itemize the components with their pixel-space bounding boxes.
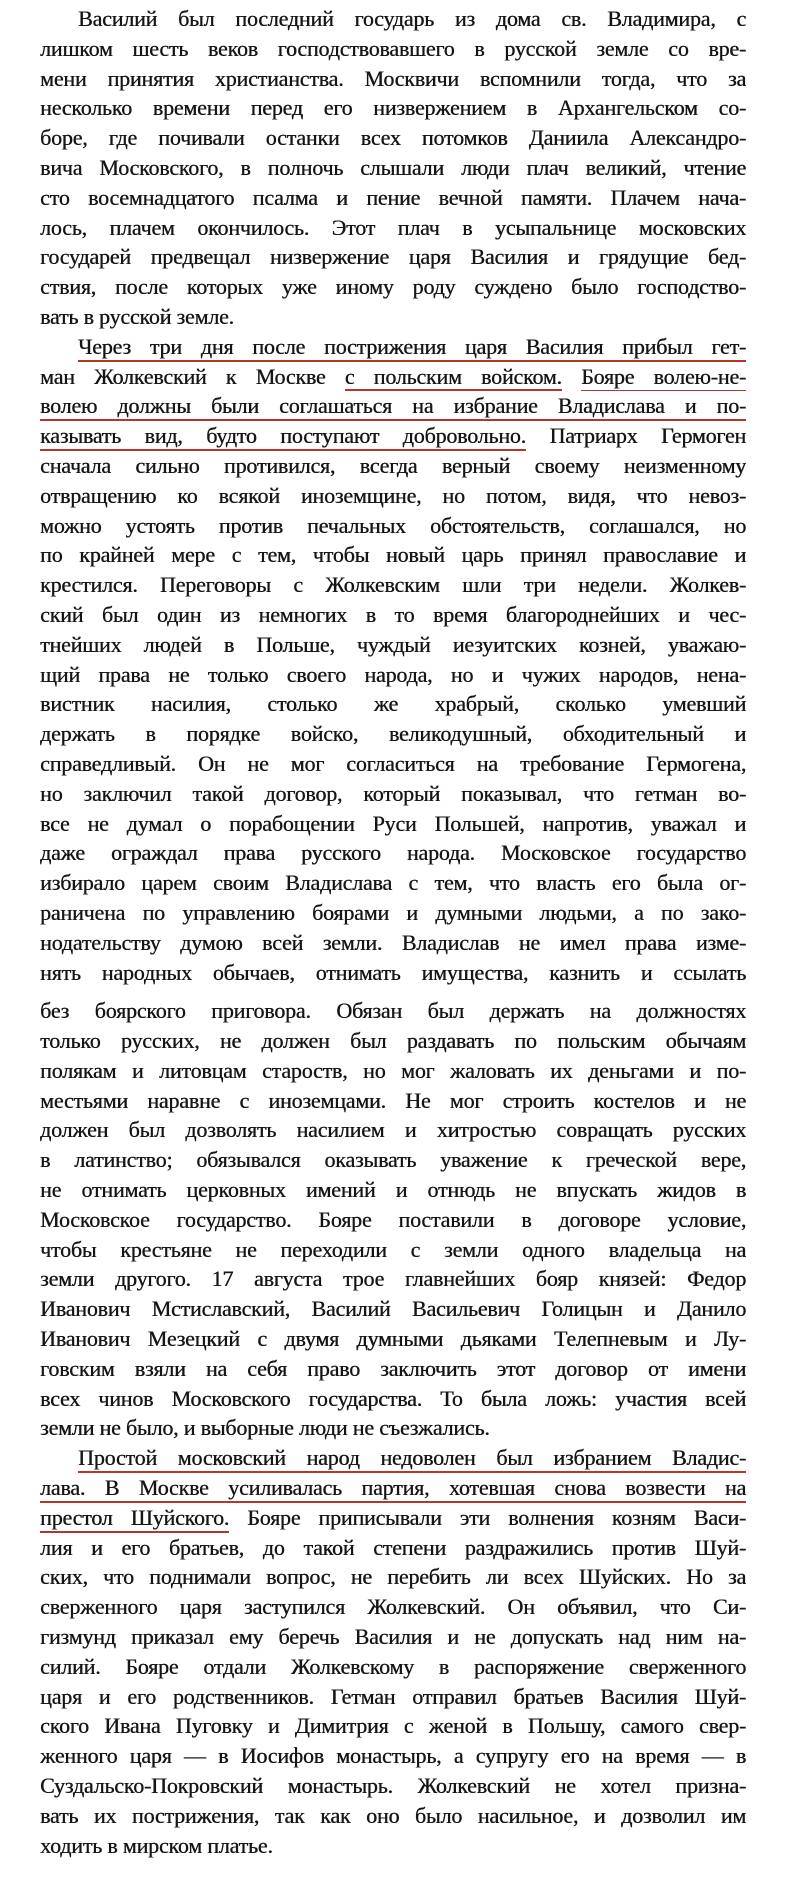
text-line — [40, 1473, 746, 1503]
text-line — [40, 1503, 746, 1533]
text-segment: государей предвещал низвержение царя Василия и грядущие бед- — [40, 244, 746, 270]
text-line — [40, 898, 746, 928]
text-line — [40, 421, 746, 451]
text-segment: Бояре приписывали эти волнения козням Васи- — [229, 1504, 746, 1530]
text-segment: не отнимать церковных имений и отнюдь не впускать жидов в — [40, 1177, 746, 1203]
text-line — [40, 272, 746, 302]
text-line — [40, 958, 746, 988]
text-line — [40, 1264, 746, 1294]
text-line — [40, 362, 746, 392]
text-segment: нодательству думою всей земли. Владислав не имел права изме- — [40, 929, 746, 955]
text-line — [40, 1682, 746, 1712]
text-line — [40, 570, 746, 600]
text-line — [40, 93, 746, 123]
text-line — [40, 1235, 746, 1265]
text-line — [40, 1711, 746, 1741]
text-segment: нять народных обычаев, отнимать имущества, казнить и ссылать — [40, 959, 746, 985]
text-segment: отвращению ко всякой иноземщине, но потом, видя, что невоз- — [40, 482, 746, 508]
text-line — [40, 213, 746, 243]
text-line — [40, 719, 746, 749]
text-segment: Василий был последний государь из дома св. Владимира, с — [78, 6, 746, 31]
text-line — [40, 1115, 746, 1145]
text-segment: вать в русской земле. — [40, 303, 234, 329]
red-underline-single: престол Шуйского. — [40, 1505, 229, 1533]
red-underline-single: Простой московский народ недоволен был избранием Владис- — [78, 1445, 746, 1473]
text-line — [40, 153, 746, 183]
text-segment: справедливый. Он не мог согласиться на требование Гермогена, — [40, 750, 746, 776]
text-segment: ходить в мирском платье. — [40, 1832, 273, 1858]
text-segment: гизмунд приказал ему беречь Василия и не допускать над ним на- — [40, 1624, 746, 1650]
text-line — [40, 1592, 746, 1622]
red-underline-single: лава. В Москве усиливалась партия, хотевшая снова возвести на — [40, 1475, 746, 1503]
text-segment: должен был дозволять насилием и хитростью совращать русских — [40, 1117, 746, 1143]
text-line — [40, 540, 746, 570]
text-line — [40, 779, 746, 809]
text-line — [40, 1056, 746, 1086]
text-segment: держать в порядке войско, великодушный, обходительный и — [40, 721, 746, 747]
text-line — [40, 809, 746, 839]
text-line — [40, 1562, 746, 1592]
text-segment: говским взяли на себя право заключить этот договор от имени — [40, 1355, 746, 1381]
text-segment: ский был один из немногих в то время благороднейших и чес- — [40, 601, 746, 627]
text-line — [40, 64, 746, 94]
text-segment: мени принятия христианства. Москвичи вспомнили тогда, что за — [40, 65, 746, 91]
red-underline-single: волею должны были соглашаться на избрание Владислава и по- — [40, 393, 746, 421]
text-line — [40, 1831, 746, 1861]
text-segment: силий. Бояре отдали Жолкевскому в распоряжение сверженного — [40, 1653, 746, 1679]
text-line — [40, 4, 746, 34]
red-underline-single: Через три дня после пострижения царя Василия прибыл гет- — [78, 334, 746, 362]
text-line — [40, 928, 746, 958]
text-segment: женного царя — в Иосифов монастырь, а супругу его на время — в — [40, 1743, 746, 1769]
text-line — [40, 1741, 746, 1771]
text-segment: сто восемнадцатого псалма и пение вечной памяти. Плачем нача- — [40, 184, 746, 210]
text-segment — [562, 364, 581, 389]
text-segment: полякам и литовцам староств, но мог жаловать их деньгами и по- — [40, 1057, 746, 1083]
text-line — [40, 481, 746, 511]
text-segment: земли другого. 17 августа трое главнейших бояр князей: Федор — [40, 1266, 746, 1292]
text-line — [40, 689, 746, 719]
text-line — [40, 630, 746, 660]
text-segment: лось, плачем окончилось. Этот плач в усыпальнице московских — [40, 214, 746, 240]
text-line — [40, 451, 746, 481]
text-segment: чтобы крестьяне не переходили с земли одного владельца на — [40, 1236, 746, 1262]
text-line — [40, 660, 746, 690]
text-line — [40, 34, 746, 64]
text-segment: по крайней мере с тем, чтобы новый царь принял православие и — [40, 542, 746, 568]
text-line — [40, 242, 746, 272]
text-segment: крестился. Переговоры с Жолкевским шли три недели. Жолкев- — [40, 572, 746, 598]
text-segment: можно устоять против печальных обстоятельств, соглашался, но — [40, 512, 746, 538]
paragraph-people-discontent — [40, 1443, 746, 1860]
text-line — [40, 1622, 746, 1652]
text-line — [40, 1771, 746, 1801]
text-segment: царя и его родственников. Гетман отправил братьев Василия Шуй- — [40, 1683, 746, 1709]
text-segment: Суздальско-Покровский монастырь. Жолкевский не хотел призна- — [40, 1773, 746, 1799]
text-segment: вистник насилия, столько же храбрый, сколько умевший — [40, 691, 746, 717]
text-segment: даже ограждал права русского народа. Московское государство — [40, 840, 746, 866]
text-line — [40, 996, 746, 1026]
text-line — [40, 1652, 746, 1682]
text-segment: всех чинов Московского государства. То была ложь: участия всей — [40, 1385, 746, 1411]
text-line — [40, 1145, 746, 1175]
text-line — [40, 183, 746, 213]
paragraph-zholkevsky-treaty — [40, 332, 746, 1443]
text-segment: тнейших людей в Польше, чуждый иезуитских козней, уважаю- — [40, 631, 746, 657]
text-line — [40, 1294, 746, 1324]
text-segment: сверженного царя заступился Жолкевский. Он объявил, что Си- — [40, 1594, 746, 1620]
text-segment: лишком шесть веков господствовавшего в русской земле со вре- — [40, 35, 746, 61]
text-segment: Московское государство. Бояре поставили в договоре условие, — [40, 1206, 746, 1232]
text-line — [40, 1413, 746, 1443]
text-line — [40, 838, 746, 868]
text-segment: несколько времени перед его низвержением в Архангельском со- — [40, 95, 746, 121]
text-line — [40, 1801, 746, 1831]
text-line — [40, 332, 746, 362]
text-line — [40, 1086, 746, 1116]
text-segment: Иванович Мстиславский, Василий Васильевич Голицын и Данило — [40, 1296, 746, 1322]
text-line — [40, 749, 746, 779]
text-segment: но заключил такой договор, который показывал, что гетман во- — [40, 780, 746, 806]
text-segment: избирало царем своим Владислава с тем, что власть его была ог- — [40, 870, 746, 896]
text-segment: Иванович Мезецкий с двумя думными дьяками Телепневым и Лу- — [40, 1326, 746, 1352]
text-line — [40, 600, 746, 630]
text-line — [40, 1026, 746, 1056]
text-line — [40, 1205, 746, 1235]
red-underline-single: казывать вид, будто поступают добровольно. — [40, 423, 526, 451]
text-line — [40, 1443, 746, 1473]
text-segment: без боярского приговора. Обязан был держать на должностях — [40, 998, 746, 1024]
text-segment: земли не было, и выборные люди не съезжались. — [40, 1415, 490, 1441]
paragraph-vasily-last-sovereign — [40, 4, 746, 332]
text-segment: ского Ивана Пуговку и Димитрия с женой в Польшу, самого свер- — [40, 1713, 746, 1739]
page-text — [40, 4, 746, 1860]
text-segment: щий права не только своего народа, но и чужих народов, нена- — [40, 661, 746, 687]
text-line — [40, 1384, 746, 1414]
text-line — [40, 1175, 746, 1205]
red-underline-double: с польским войском. — [345, 364, 562, 392]
text-line — [40, 391, 746, 421]
text-segment: только русских, не должен был раздавать по польским обычаям — [40, 1028, 746, 1054]
text-line — [40, 123, 746, 153]
text-segment: в латинство; обязывался оказывать уважение к греческой вере, — [40, 1147, 746, 1173]
red-underline-single: Бояре волею-не- — [581, 364, 746, 392]
text-segment: сначала сильно противился, всегда верный своему неизменному — [40, 452, 746, 478]
text-segment: вать их пострижения, так как оно было насильное, и дозволил им — [40, 1802, 746, 1828]
text-segment: раничена по управлению боярами и думными людьми, а по зако- — [40, 899, 746, 925]
text-segment: боре, где почивали останки всех потомков Даниила Александро- — [40, 125, 746, 151]
text-segment: вича Московского, в полночь слышали люди плач великий, чтение — [40, 154, 746, 180]
text-segment: Патриарх Гермоген — [525, 423, 746, 449]
text-line — [40, 1533, 746, 1563]
text-line — [40, 511, 746, 541]
text-line — [40, 1324, 746, 1354]
text-segment: ских, что поднимали вопрос, не перебить ли всех Шуйских. Но за — [40, 1564, 746, 1590]
text-line — [40, 868, 746, 898]
text-segment: лия и его братьев, до такой степени раздражились против Шуй- — [40, 1534, 746, 1560]
text-segment: ствия, после которых уже иному роду суждено было господство- — [40, 274, 746, 300]
text-segment: ман Жолкевский к Москве — [40, 363, 345, 389]
text-segment: местьями наравне с иноземцами. Не мог строить костелов и не — [40, 1087, 746, 1113]
text-segment: все не думал о порабощении Руси Польшей, напротив, уважал и — [40, 810, 746, 836]
text-line — [40, 302, 746, 332]
text-line — [40, 1354, 746, 1384]
